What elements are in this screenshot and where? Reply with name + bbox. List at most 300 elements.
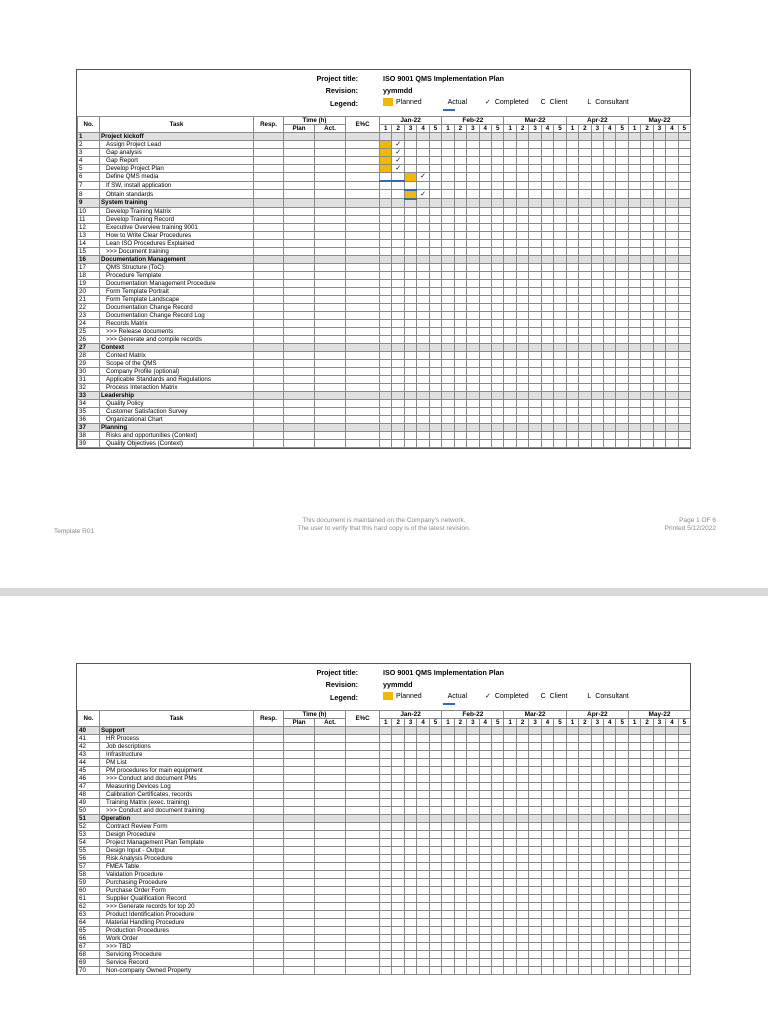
week-cell	[491, 319, 503, 327]
week-cell	[491, 351, 503, 359]
week-cell	[467, 149, 479, 157]
task-row	[78, 879, 691, 887]
week-cell	[591, 173, 603, 182]
week-cell	[678, 839, 690, 847]
week-cell	[417, 751, 429, 759]
week-cell	[566, 239, 578, 247]
week-cell	[579, 239, 591, 247]
week-cell	[666, 247, 678, 255]
week-cell	[454, 231, 466, 239]
week-header: 3	[591, 719, 603, 727]
week-cell	[554, 303, 567, 311]
week-cell	[454, 399, 466, 407]
week-header: 3	[653, 125, 665, 133]
week-cell	[467, 157, 479, 165]
week-cell	[554, 423, 567, 431]
week-cell	[641, 255, 653, 263]
week-cell	[628, 295, 640, 303]
week-cell	[628, 775, 640, 783]
week-cell	[566, 215, 578, 223]
week-cell	[566, 255, 578, 263]
week-cell	[417, 743, 429, 751]
week-cell	[417, 727, 429, 735]
week-cell	[504, 743, 516, 751]
week-cell	[616, 415, 628, 423]
footer-notice-line1: This document is maintained on the Company's network.	[302, 517, 466, 524]
week-header: 3	[529, 125, 541, 133]
week-cell	[479, 351, 491, 359]
task-name: Assign Project Lead	[100, 141, 254, 149]
plan-hours-cell	[284, 775, 315, 783]
week-cell	[454, 751, 466, 759]
task-row	[78, 303, 691, 311]
week-cell	[454, 871, 466, 879]
week-cell	[666, 895, 678, 903]
week-cell	[579, 399, 591, 407]
week-cell	[678, 927, 690, 935]
week-cell	[591, 141, 603, 149]
task-name: >>> Conduct and document PMs	[100, 775, 254, 783]
week-cell	[628, 223, 640, 231]
week-cell	[566, 279, 578, 287]
row-number: 63	[78, 911, 100, 919]
week-cell	[541, 879, 553, 887]
col-plan: Plan	[284, 125, 315, 133]
week-cell	[678, 223, 690, 231]
week-cell	[529, 903, 541, 911]
week-cell	[653, 847, 665, 855]
row-number: 53	[78, 831, 100, 839]
week-cell	[579, 951, 591, 959]
week-cell	[591, 157, 603, 165]
consultant-symbol: L	[587, 98, 592, 106]
week-cell	[579, 815, 591, 823]
week-cell	[504, 391, 516, 399]
week-cell	[404, 759, 416, 767]
week-cell	[429, 181, 441, 190]
week-cell	[380, 231, 392, 239]
week-cell	[678, 319, 690, 327]
week-cell	[678, 735, 690, 743]
week-cell	[653, 423, 665, 431]
ec-cell	[346, 823, 380, 831]
plan-hours-cell	[284, 207, 315, 215]
week-cell	[442, 367, 454, 375]
week-cell	[641, 871, 653, 879]
task-name: Purchasing Procedure	[100, 879, 254, 887]
ec-cell	[346, 173, 380, 182]
row-number: 11	[78, 215, 100, 223]
week-header: 5	[491, 719, 503, 727]
week-cell	[641, 943, 653, 951]
week-cell	[454, 215, 466, 223]
week-cell	[392, 215, 404, 223]
week-cell	[429, 743, 441, 751]
week-cell	[653, 399, 665, 407]
actual-hours-cell	[315, 255, 346, 263]
ec-cell	[346, 239, 380, 247]
week-cell	[591, 367, 603, 375]
week-cell	[616, 287, 628, 295]
week-cell	[641, 367, 653, 375]
week-cell	[628, 839, 640, 847]
week-cell	[392, 247, 404, 255]
week-cell	[616, 423, 628, 431]
resp-cell	[254, 247, 284, 255]
task-name: Documentation Change Record	[100, 303, 254, 311]
week-cell	[554, 190, 567, 199]
week-cell	[380, 223, 392, 231]
week-cell	[392, 415, 404, 423]
week-cell	[678, 359, 690, 367]
week-cell	[579, 190, 591, 199]
week-cell	[479, 295, 491, 303]
week-cell	[604, 223, 616, 231]
week-cell	[628, 855, 640, 863]
week-cell	[529, 367, 541, 375]
legend-completed: Completed	[494, 98, 529, 106]
week-cell	[554, 327, 567, 335]
week-cell	[554, 351, 567, 359]
week-cell	[653, 327, 665, 335]
week-cell	[467, 407, 479, 415]
week-cell	[653, 287, 665, 295]
week-cell	[392, 343, 404, 351]
week-cell	[491, 263, 503, 271]
week-cell	[491, 311, 503, 319]
task-row	[78, 967, 691, 975]
week-cell	[641, 727, 653, 735]
week-cell	[641, 415, 653, 423]
week-cell	[504, 343, 516, 351]
week-cell	[641, 423, 653, 431]
week-cell	[541, 149, 553, 157]
week-cell	[678, 231, 690, 239]
check-icon: ✓	[484, 99, 491, 106]
week-cell	[666, 181, 678, 190]
week-cell	[541, 815, 553, 823]
week-cell	[417, 383, 429, 391]
week-cell	[579, 173, 591, 182]
plan-hours-cell	[284, 303, 315, 311]
week-cell	[666, 935, 678, 943]
week-cell	[380, 935, 392, 943]
week-header: 4	[541, 125, 553, 133]
week-cell	[641, 391, 653, 399]
week-cell	[641, 407, 653, 415]
week-cell	[541, 271, 553, 279]
week-cell	[504, 399, 516, 407]
footer-printed: Printed 5/12/2022	[664, 525, 716, 532]
week-cell	[579, 367, 591, 375]
week-cell	[392, 327, 404, 335]
week-cell	[442, 775, 454, 783]
week-cell	[579, 199, 591, 208]
ec-cell	[346, 295, 380, 303]
week-cell	[628, 783, 640, 791]
week-cell	[467, 359, 479, 367]
week-cell	[591, 863, 603, 871]
week-cell	[442, 190, 454, 199]
week-cell	[641, 190, 653, 199]
week-cell	[429, 751, 441, 759]
week-cell	[628, 239, 640, 247]
week-cell	[541, 887, 553, 895]
week-cell	[467, 287, 479, 295]
resp-cell	[254, 383, 284, 391]
week-cell	[454, 847, 466, 855]
week-header: 5	[616, 719, 628, 727]
week-cell	[429, 783, 441, 791]
resp-cell	[254, 903, 284, 911]
week-cell	[653, 903, 665, 911]
ec-cell	[346, 231, 380, 239]
week-cell	[678, 807, 690, 815]
week-cell	[566, 423, 578, 431]
week-cell	[504, 903, 516, 911]
week-cell	[529, 223, 541, 231]
week-cell	[504, 863, 516, 871]
week-cell	[653, 775, 665, 783]
week-cell	[454, 783, 466, 791]
week-cell	[541, 173, 553, 182]
resp-cell	[254, 935, 284, 943]
ec-cell	[346, 399, 380, 407]
week-cell	[604, 759, 616, 767]
week-cell	[504, 239, 516, 247]
week-cell	[429, 423, 441, 431]
week-cell	[529, 879, 541, 887]
week-cell	[566, 767, 578, 775]
week-cell	[666, 295, 678, 303]
week-cell	[467, 271, 479, 279]
week-cell	[678, 263, 690, 271]
week-cell	[429, 407, 441, 415]
resp-cell	[254, 799, 284, 807]
footer-notice-line2: The user to verify that this hard copy is of the latest revision.	[297, 525, 471, 532]
week-cell	[479, 767, 491, 775]
week-cell	[591, 743, 603, 751]
week-cell	[404, 231, 416, 239]
week-cell	[529, 831, 541, 839]
week-cell	[429, 799, 441, 807]
week-cell	[641, 351, 653, 359]
week-cell	[442, 903, 454, 911]
resp-cell	[254, 335, 284, 343]
week-cell	[541, 959, 553, 967]
week-cell	[579, 359, 591, 367]
week-cell	[417, 783, 429, 791]
week-cell	[467, 375, 479, 383]
week-cell	[666, 831, 678, 839]
resp-cell	[254, 783, 284, 791]
plan-hours-cell	[284, 279, 315, 287]
week-cell	[491, 871, 503, 879]
task-row	[78, 799, 691, 807]
week-cell	[529, 799, 541, 807]
week-cell	[591, 295, 603, 303]
week-cell	[591, 335, 603, 343]
week-cell	[554, 799, 567, 807]
week-cell	[479, 311, 491, 319]
week-cell	[604, 367, 616, 375]
week-cell	[429, 815, 441, 823]
week-cell	[404, 807, 416, 815]
week-cell	[579, 287, 591, 295]
ec-cell	[346, 759, 380, 767]
week-cell	[467, 783, 479, 791]
week-cell	[454, 895, 466, 903]
week-cell	[616, 823, 628, 831]
week-cell	[491, 149, 503, 157]
week-cell	[591, 133, 603, 141]
week-cell	[454, 391, 466, 399]
week-cell	[678, 919, 690, 927]
plan-hours-cell	[284, 157, 315, 165]
week-cell	[566, 287, 578, 295]
week-cell	[516, 431, 528, 439]
week-cell	[616, 911, 628, 919]
week-cell	[392, 190, 404, 199]
week-cell	[554, 181, 567, 190]
task-name: >>> Document training	[100, 247, 254, 255]
week-cell	[591, 775, 603, 783]
plan-hours-cell	[284, 951, 315, 959]
week-cell	[491, 943, 503, 951]
week-cell	[491, 181, 503, 190]
week-cell	[541, 911, 553, 919]
resp-cell	[254, 415, 284, 423]
week-cell	[454, 775, 466, 783]
week-header: 1	[504, 125, 516, 133]
week-cell	[653, 279, 665, 287]
week-cell	[529, 399, 541, 407]
resp-cell	[254, 255, 284, 263]
week-cell	[641, 303, 653, 311]
task-name: >>> Release documents	[100, 327, 254, 335]
week-cell	[529, 951, 541, 959]
week-cell	[429, 375, 441, 383]
week-cell	[429, 399, 441, 407]
week-cell	[616, 847, 628, 855]
week-cell	[628, 815, 640, 823]
week-cell	[479, 391, 491, 399]
week-cell	[591, 807, 603, 815]
week-cell	[616, 807, 628, 815]
plan-hours-cell	[284, 351, 315, 359]
week-cell	[678, 831, 690, 839]
week-cell	[678, 767, 690, 775]
row-number: 8	[78, 190, 100, 199]
week-cell	[429, 415, 441, 423]
week-cell	[479, 935, 491, 943]
ec-cell	[346, 775, 380, 783]
week-header: 2	[579, 125, 591, 133]
project-title-value: ISO 9001 QMS Implementation Plan	[383, 668, 505, 677]
week-cell	[392, 831, 404, 839]
week-cell	[666, 887, 678, 895]
week-cell	[541, 255, 553, 263]
ec-cell	[346, 871, 380, 879]
week-cell	[566, 751, 578, 759]
week-cell	[479, 831, 491, 839]
week-cell	[616, 351, 628, 359]
week-cell	[591, 783, 603, 791]
week-cell	[554, 439, 567, 447]
week-cell	[491, 423, 503, 431]
week-cell	[641, 287, 653, 295]
week-cell	[666, 967, 678, 975]
week-cell	[454, 791, 466, 799]
week-cell	[566, 157, 578, 165]
week-cell	[380, 319, 392, 327]
task-row	[78, 871, 691, 879]
row-number: 57	[78, 863, 100, 871]
consultant-symbol: L	[587, 692, 592, 700]
week-cell	[404, 303, 416, 311]
week-cell	[504, 190, 516, 199]
actual-hours-cell	[315, 215, 346, 223]
week-cell	[566, 407, 578, 415]
week-cell	[653, 871, 665, 879]
week-cell	[429, 383, 441, 391]
week-cell	[467, 743, 479, 751]
week-cell	[616, 727, 628, 735]
resp-cell	[254, 431, 284, 439]
week-cell	[516, 879, 528, 887]
week-cell	[417, 927, 429, 935]
week-cell	[454, 855, 466, 863]
week-cell	[566, 431, 578, 439]
week-cell	[392, 439, 404, 447]
week-cell	[666, 943, 678, 951]
task-row	[78, 165, 691, 173]
week-cell	[417, 319, 429, 327]
week-cell	[678, 271, 690, 279]
week-cell	[516, 327, 528, 335]
week-cell	[504, 335, 516, 343]
week-cell	[504, 431, 516, 439]
week-cell	[417, 279, 429, 287]
week-cell	[529, 157, 541, 165]
plan-hours-cell	[284, 263, 315, 271]
week-cell	[628, 871, 640, 879]
actual-hours-cell	[315, 367, 346, 375]
week-cell	[504, 847, 516, 855]
task-name: System training	[100, 199, 254, 208]
week-cell	[380, 967, 392, 975]
week-cell	[591, 927, 603, 935]
week-cell	[604, 791, 616, 799]
week-cell	[392, 383, 404, 391]
week-cell	[491, 815, 503, 823]
task-name: PM List	[100, 759, 254, 767]
week-cell	[566, 943, 578, 951]
check-icon: ✓	[395, 165, 402, 172]
week-cell	[529, 895, 541, 903]
week-cell	[491, 751, 503, 759]
week-cell	[678, 407, 690, 415]
week-cell	[429, 279, 441, 287]
week-cell	[566, 855, 578, 863]
week-cell	[566, 871, 578, 879]
actual-hours-cell	[315, 141, 346, 149]
week-cell	[442, 927, 454, 935]
week-cell	[429, 141, 441, 149]
section-row	[78, 727, 691, 735]
week-cell	[591, 239, 603, 247]
week-cell	[541, 751, 553, 759]
